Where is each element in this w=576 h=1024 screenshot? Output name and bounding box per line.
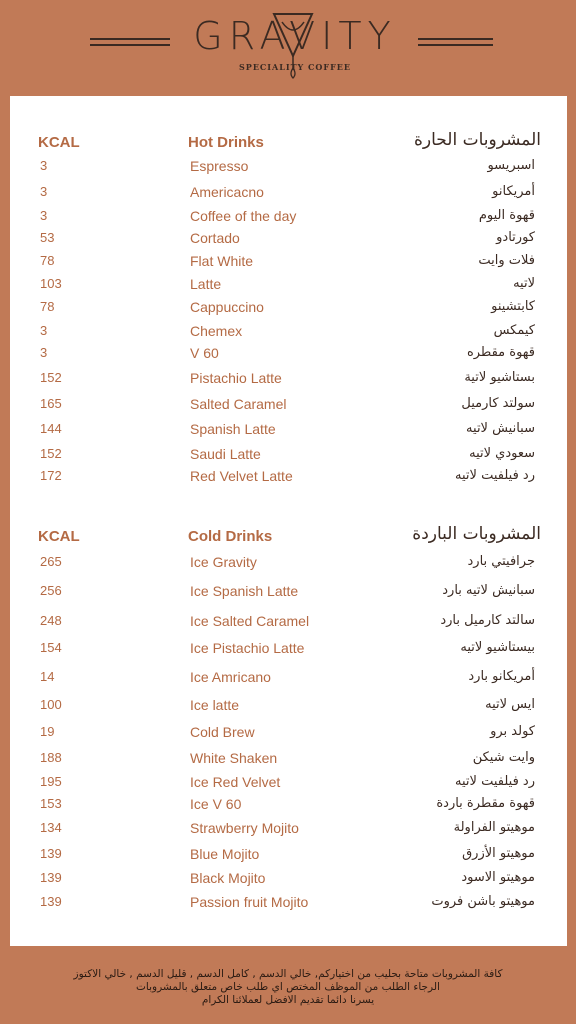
kcal-value: 139	[40, 846, 62, 861]
menu-item-row	[10, 554, 567, 576]
item-name-en: Espresso	[190, 158, 249, 174]
footer-note: يسرنا دائما تقديم الافضل لعملائنا الكرام	[201, 994, 375, 1006]
kcal-value: 53	[40, 230, 55, 245]
item-name-ar: فلات وايت	[478, 253, 535, 268]
kcal-value: 152	[40, 446, 62, 461]
item-name-ar: ايس لاتيه	[485, 697, 535, 712]
menu-item-row	[10, 158, 567, 180]
item-name-en: V 60	[190, 345, 219, 361]
brand-tagline: SPECIALITY COFFEE	[239, 62, 351, 72]
item-name-ar: اسبريسو	[487, 158, 535, 173]
menu-item-row	[10, 396, 567, 418]
kcal-value: 3	[40, 345, 48, 360]
kcal-value: 103	[40, 276, 62, 291]
item-name-en: White Shaken	[190, 750, 278, 766]
item-name-en: Ice Pistachio Latte	[190, 640, 305, 656]
kcal-value: 152	[40, 370, 62, 385]
item-name-ar: رد فيلفيت لاتيه	[455, 774, 535, 789]
menu-footer	[0, 968, 576, 1007]
item-name-ar: موهيتو الفراولة	[453, 820, 535, 835]
menu-item-row	[10, 468, 567, 490]
item-name-ar: كابتشينو	[491, 299, 535, 314]
item-name-ar: سبانيش لاتيه	[466, 421, 535, 436]
cold-drinks-title-ar: المشروبات الباردة	[412, 524, 541, 544]
cold-drinks-header	[10, 524, 567, 550]
menu-item-row	[10, 820, 567, 842]
menu-item-row	[10, 421, 567, 443]
item-name-ar: قهوة مقطره	[466, 345, 535, 360]
item-name-en: Cappuccino	[190, 299, 264, 315]
kcal-value: 3	[40, 158, 48, 173]
menu-item-row	[10, 750, 567, 772]
item-name-ar: قهوة اليوم	[478, 208, 535, 223]
kcal-column-label: KCAL	[38, 134, 80, 151]
item-name-en: Passion fruit Mojito	[190, 894, 309, 910]
kcal-value: 256	[40, 583, 62, 598]
kcal-value: 172	[40, 468, 62, 483]
item-name-ar: سالتد كارميل بارد	[440, 613, 535, 628]
kcal-value: 3	[40, 323, 48, 338]
item-name-en: Ice Gravity	[190, 554, 257, 570]
item-name-en: Ice V 60	[190, 796, 242, 812]
logo-rule	[418, 44, 493, 46]
item-name-ar: لاتيه	[513, 276, 535, 291]
item-name-ar: أمريكانو بارد	[468, 669, 535, 684]
menu-item-row	[10, 774, 567, 796]
item-name-en: Pistachio Latte	[190, 370, 282, 386]
item-name-en: Latte	[190, 276, 222, 292]
logo-rule	[90, 38, 170, 40]
item-name-ar: كيمكس	[493, 323, 535, 338]
brand-name: GRAVITY	[193, 14, 397, 58]
kcal-value: 14	[40, 669, 55, 684]
kcal-value: 139	[40, 894, 62, 909]
item-name-en: Ice latte	[190, 697, 240, 713]
kcal-value: 195	[40, 774, 62, 789]
item-name-en: Spanish Latte	[190, 421, 276, 437]
kcal-value: 19	[40, 724, 55, 739]
item-name-en: Salted Caramel	[190, 396, 287, 412]
menu-item-row	[10, 640, 567, 662]
cold-drinks-title-en: Cold Drinks	[188, 528, 273, 545]
menu-item-row	[10, 208, 567, 230]
item-name-en: Red Velvet Latte	[190, 468, 293, 484]
menu-item-row	[10, 446, 567, 468]
item-name-ar: رد فيلفيت لاتيه	[455, 468, 535, 483]
item-name-en: Ice Spanish Latte	[190, 583, 299, 599]
menu-item-row	[10, 870, 567, 892]
logo-rule	[418, 38, 493, 40]
menu-item-row	[10, 669, 567, 691]
menu-item-row	[10, 796, 567, 818]
menu-item-row	[10, 276, 567, 298]
kcal-value: 265	[40, 554, 62, 569]
item-name-ar: موهيتو الأزرق	[462, 846, 535, 861]
menu-item-row	[10, 697, 567, 719]
hot-drinks-title-ar: المشروبات الحارة	[414, 130, 541, 150]
item-name-en: Americacno	[190, 184, 264, 200]
item-name-en: Black Mojito	[190, 870, 266, 886]
kcal-value: 3	[40, 184, 48, 199]
item-name-ar: سعودي لاتيه	[469, 446, 535, 461]
kcal-value: 139	[40, 870, 62, 885]
menu-item-row	[10, 253, 567, 275]
kcal-value: 134	[40, 820, 62, 835]
item-name-en: Ice Salted Caramel	[190, 613, 310, 629]
item-name-en: Ice Red Velvet	[190, 774, 281, 790]
kcal-value: 188	[40, 750, 62, 765]
menu-item-row	[10, 299, 567, 321]
item-name-en: Blue Mojito	[190, 846, 260, 862]
hot-drinks-header	[10, 130, 567, 156]
item-name-en: Chemex	[190, 323, 243, 339]
item-name-ar: قهوة مقطرة باردة	[436, 796, 535, 811]
menu-item-row	[10, 370, 567, 392]
item-name-ar: بستاشيو لاتية	[464, 370, 535, 385]
item-name-ar: جرافيتي بارد	[467, 554, 535, 569]
footer-note: كافة المشروبات متاحة بحليب من اختياركم, خالي الدسم , كامل الدسم , قليل الدسم , خالي الاكتوز	[73, 968, 503, 980]
kcal-column-label: KCAL	[38, 528, 80, 545]
menu-header	[0, 0, 576, 92]
kcal-value: 154	[40, 640, 62, 655]
kcal-value: 3	[40, 208, 48, 223]
item-name-en: Cortado	[190, 230, 240, 246]
item-name-ar: موهيتو باشن فروت	[431, 894, 535, 909]
item-name-ar: كورتادو	[496, 230, 535, 245]
menu-item-row	[10, 846, 567, 868]
item-name-ar: وايت شيكن	[472, 750, 535, 765]
kcal-value: 144	[40, 421, 62, 436]
kcal-value: 248	[40, 613, 62, 628]
kcal-value: 100	[40, 697, 62, 712]
menu-item-row	[10, 613, 567, 635]
menu-item-row	[10, 323, 567, 345]
menu-item-row	[10, 894, 567, 916]
item-name-en: Flat White	[190, 253, 254, 269]
item-name-ar: سبانيش لاتيه بارد	[442, 583, 535, 598]
item-name-ar: بيستاشيو لاتيه	[460, 640, 535, 655]
item-name-en: Strawberry Mojito	[190, 820, 299, 836]
hot-drinks-title-en: Hot Drinks	[188, 134, 264, 151]
menu-item-row	[10, 724, 567, 746]
item-name-ar: موهيتو الاسود	[461, 870, 535, 885]
kcal-value: 165	[40, 396, 62, 411]
item-name-en: Coffee of the day	[190, 208, 297, 224]
kcal-value: 78	[40, 299, 55, 314]
menu-item-row	[10, 583, 567, 605]
menu-item-row	[10, 345, 567, 367]
kcal-value: 78	[40, 253, 55, 268]
logo-rule	[90, 44, 170, 46]
item-name-en: Ice Amricano	[190, 669, 271, 685]
menu-item-row	[10, 184, 567, 206]
menu-item-row	[10, 230, 567, 252]
item-name-ar: كولد برو	[490, 724, 535, 739]
footer-note: الرجاء الطلب من الموظف المختص اي طلب خاص متعلق بالمشروبات	[136, 981, 440, 993]
item-name-ar: أمريكانو	[492, 184, 535, 199]
item-name-ar: سولتد كارميل	[461, 396, 535, 411]
item-name-en: Saudi Latte	[190, 446, 261, 462]
kcal-value: 153	[40, 796, 62, 811]
item-name-en: Cold Brew	[190, 724, 255, 740]
menu-panel	[10, 96, 567, 946]
